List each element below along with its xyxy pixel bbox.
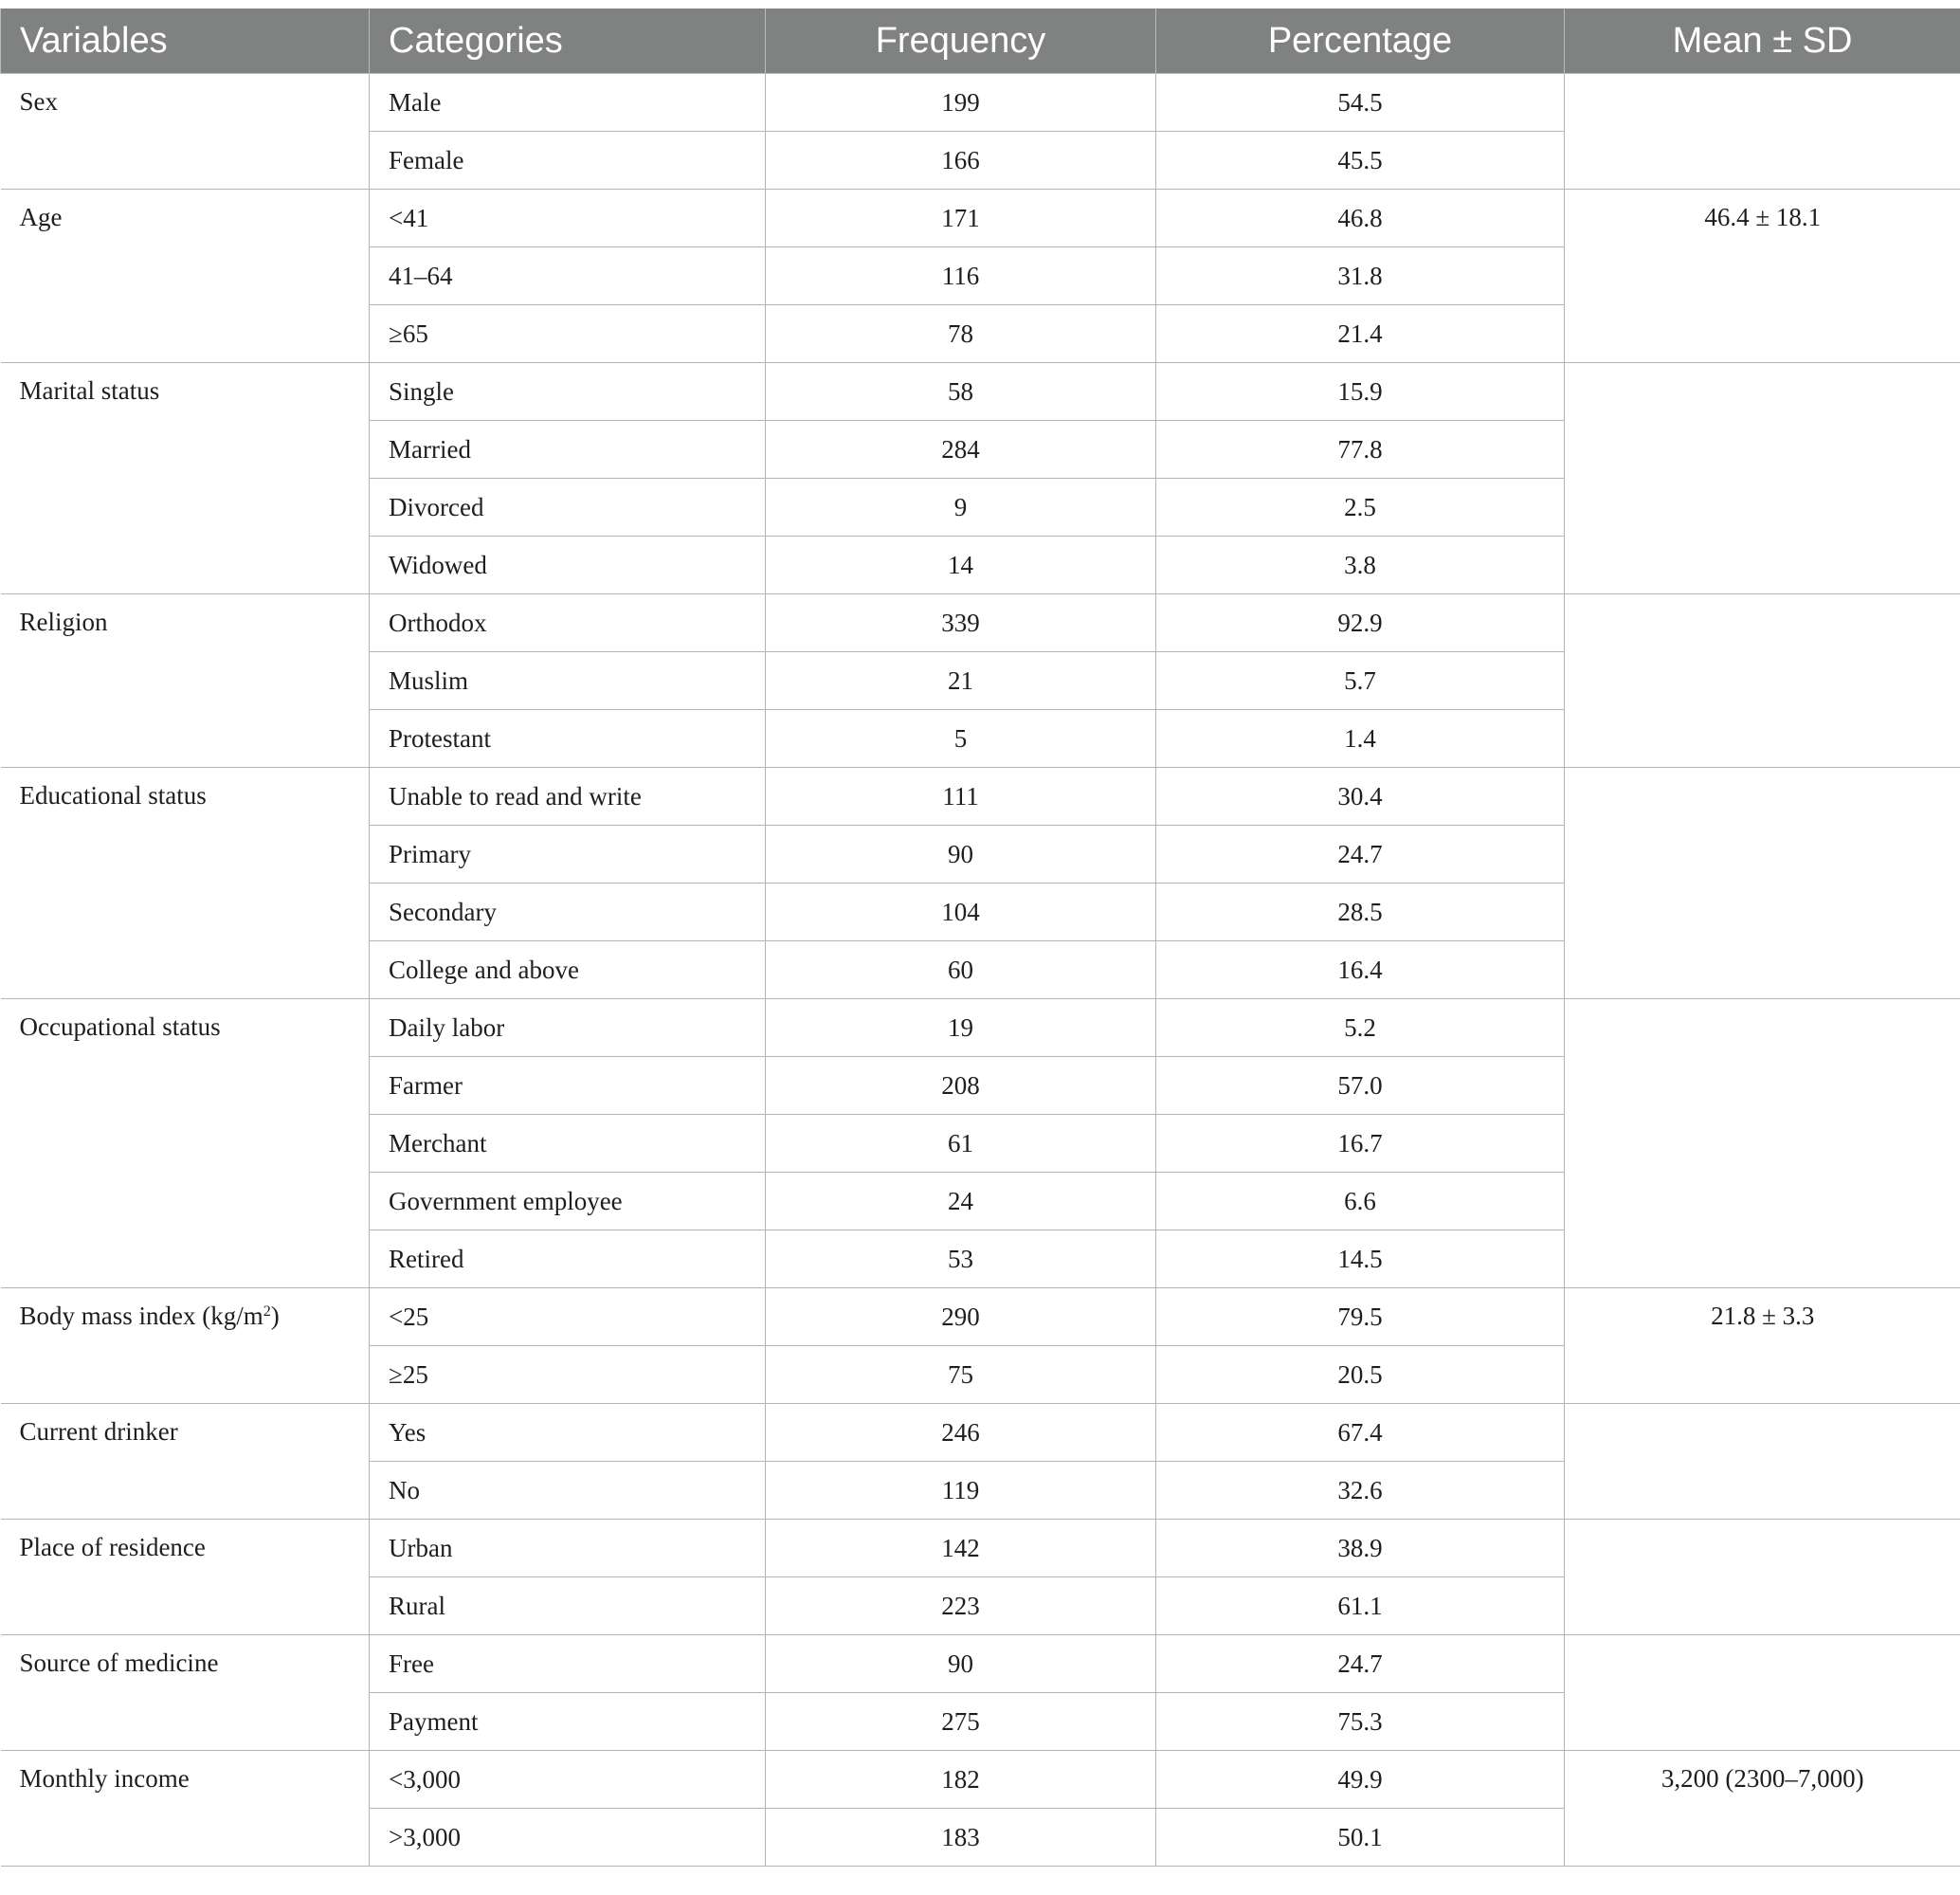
category-cell: >3,000 xyxy=(370,1809,766,1867)
category-cell: Single xyxy=(370,363,766,421)
variable-cell xyxy=(1,1520,370,1635)
percentage-cell: 45.5 xyxy=(1156,132,1565,190)
frequency-cell: 90 xyxy=(766,1635,1156,1693)
variable-label: Place of residence xyxy=(19,1533,206,1561)
percentage-cell: 28.5 xyxy=(1156,884,1565,941)
variable-label: Occupational status xyxy=(19,1012,221,1041)
mean-sd-cell: 3,200 (2300–7,000) xyxy=(1565,1751,1960,1867)
percentage-cell: 16.7 xyxy=(1156,1115,1565,1173)
category-cell: Payment xyxy=(370,1693,766,1751)
category-cell: Retired xyxy=(370,1230,766,1288)
frequency-cell: 75 xyxy=(766,1346,1156,1404)
variable-label: Sex xyxy=(19,87,58,116)
percentage-cell: 14.5 xyxy=(1156,1230,1565,1288)
category-cell: College and above xyxy=(370,941,766,999)
table-row xyxy=(1,190,1960,247)
percentage-cell: 24.7 xyxy=(1156,1635,1565,1693)
mean-sd-cell xyxy=(1565,1404,1960,1520)
percentage-cell: 5.2 xyxy=(1156,999,1565,1057)
mean-sd-cell xyxy=(1565,1635,1960,1751)
table-row xyxy=(1,363,1960,421)
frequency-cell: 5 xyxy=(766,710,1156,768)
header-frequency: Frequency xyxy=(766,9,1156,74)
mean-sd-cell xyxy=(1565,768,1960,999)
percentage-cell: 75.3 xyxy=(1156,1693,1565,1751)
category-cell: Secondary xyxy=(370,884,766,941)
category-cell: Urban xyxy=(370,1520,766,1577)
category-cell: Orthodox xyxy=(370,594,766,652)
table-row xyxy=(1,1404,1960,1462)
percentage-cell: 49.9 xyxy=(1156,1751,1565,1809)
frequency-cell: 111 xyxy=(766,768,1156,826)
frequency-cell: 199 xyxy=(766,74,1156,132)
table-body xyxy=(1,74,1960,1867)
variable-label: Body mass index (kg/m xyxy=(19,1302,263,1330)
percentage-cell: 1.4 xyxy=(1156,710,1565,768)
mean-sd-cell: 21.8 ± 3.3 xyxy=(1565,1288,1960,1404)
category-cell: Muslim xyxy=(370,652,766,710)
table-row xyxy=(1,999,1960,1057)
category-cell: Divorced xyxy=(370,479,766,537)
frequency-cell: 290 xyxy=(766,1288,1156,1346)
category-cell: Farmer xyxy=(370,1057,766,1115)
category-cell: Primary xyxy=(370,826,766,884)
mean-sd-cell xyxy=(1565,999,1960,1288)
category-cell: ≥65 xyxy=(370,305,766,363)
frequency-cell: 21 xyxy=(766,652,1156,710)
category-cell: <3,000 xyxy=(370,1751,766,1809)
variable-cell xyxy=(1,74,370,190)
category-cell: 41–64 xyxy=(370,247,766,305)
frequency-cell: 53 xyxy=(766,1230,1156,1288)
percentage-cell: 31.8 xyxy=(1156,247,1565,305)
header-variables: Variables xyxy=(1,9,370,74)
table-row xyxy=(1,1751,1960,1809)
frequency-cell: 246 xyxy=(766,1404,1156,1462)
percentage-cell: 57.0 xyxy=(1156,1057,1565,1115)
header-percentage: Percentage xyxy=(1156,9,1565,74)
variable-suffix: ) xyxy=(270,1302,280,1330)
variable-label: Age xyxy=(19,203,63,231)
frequency-cell: 171 xyxy=(766,190,1156,247)
header-mean-sd: Mean ± SD xyxy=(1565,9,1960,74)
variable-label: Monthly income xyxy=(19,1764,190,1793)
percentage-cell: 16.4 xyxy=(1156,941,1565,999)
variable-cell xyxy=(1,1288,370,1404)
variable-label: Marital status xyxy=(19,376,160,405)
category-cell: Yes xyxy=(370,1404,766,1462)
category-cell: Male xyxy=(370,74,766,132)
frequency-cell: 104 xyxy=(766,884,1156,941)
variable-label: Source of medicine xyxy=(19,1649,219,1677)
mean-sd-cell xyxy=(1565,594,1960,768)
percentage-cell: 54.5 xyxy=(1156,74,1565,132)
table-row xyxy=(1,74,1960,132)
percentage-cell: 50.1 xyxy=(1156,1809,1565,1867)
percentage-cell: 61.1 xyxy=(1156,1577,1565,1635)
percentage-cell: 38.9 xyxy=(1156,1520,1565,1577)
header-row xyxy=(1,9,1960,74)
frequency-cell: 223 xyxy=(766,1577,1156,1635)
frequency-cell: 284 xyxy=(766,421,1156,479)
frequency-cell: 60 xyxy=(766,941,1156,999)
frequency-cell: 166 xyxy=(766,132,1156,190)
frequency-cell: 58 xyxy=(766,363,1156,421)
table-row xyxy=(1,1635,1960,1693)
variable-superscript: 2 xyxy=(263,1303,271,1320)
variable-cell xyxy=(1,1404,370,1520)
percentage-cell: 15.9 xyxy=(1156,363,1565,421)
frequency-cell: 78 xyxy=(766,305,1156,363)
table-header xyxy=(1,9,1960,74)
percentage-cell: 77.8 xyxy=(1156,421,1565,479)
header-categories: Categories xyxy=(370,9,766,74)
percentage-cell: 92.9 xyxy=(1156,594,1565,652)
table-row xyxy=(1,594,1960,652)
category-cell: Government employee xyxy=(370,1173,766,1230)
variable-cell xyxy=(1,190,370,363)
characteristics-table xyxy=(0,9,1960,1867)
variable-label: Religion xyxy=(19,608,108,636)
variable-label: Educational status xyxy=(19,781,207,810)
category-cell: Free xyxy=(370,1635,766,1693)
percentage-cell: 46.8 xyxy=(1156,190,1565,247)
percentage-cell: 6.6 xyxy=(1156,1173,1565,1230)
frequency-cell: 275 xyxy=(766,1693,1156,1751)
frequency-cell: 208 xyxy=(766,1057,1156,1115)
frequency-cell: 14 xyxy=(766,537,1156,594)
percentage-cell: 5.7 xyxy=(1156,652,1565,710)
category-cell: ≥25 xyxy=(370,1346,766,1404)
frequency-cell: 339 xyxy=(766,594,1156,652)
frequency-cell: 142 xyxy=(766,1520,1156,1577)
table-row xyxy=(1,1520,1960,1577)
mean-sd-cell xyxy=(1565,74,1960,190)
category-cell: Daily labor xyxy=(370,999,766,1057)
percentage-cell: 20.5 xyxy=(1156,1346,1565,1404)
variable-cell xyxy=(1,363,370,594)
mean-sd-cell: 46.4 ± 18.1 xyxy=(1565,190,1960,363)
percentage-cell: 30.4 xyxy=(1156,768,1565,826)
category-cell: No xyxy=(370,1462,766,1520)
percentage-cell: 24.7 xyxy=(1156,826,1565,884)
frequency-cell: 19 xyxy=(766,999,1156,1057)
category-cell: Female xyxy=(370,132,766,190)
frequency-cell: 24 xyxy=(766,1173,1156,1230)
category-cell: Protestant xyxy=(370,710,766,768)
mean-sd-cell xyxy=(1565,1520,1960,1635)
frequency-cell: 182 xyxy=(766,1751,1156,1809)
mean-sd-cell xyxy=(1565,363,1960,594)
variable-label: Current drinker xyxy=(19,1417,178,1446)
percentage-cell: 67.4 xyxy=(1156,1404,1565,1462)
frequency-cell: 90 xyxy=(766,826,1156,884)
table-row xyxy=(1,768,1960,826)
category-cell: <25 xyxy=(370,1288,766,1346)
frequency-cell: 119 xyxy=(766,1462,1156,1520)
category-cell: Rural xyxy=(370,1577,766,1635)
percentage-cell: 3.8 xyxy=(1156,537,1565,594)
category-cell: <41 xyxy=(370,190,766,247)
variable-cell xyxy=(1,1751,370,1867)
percentage-cell: 79.5 xyxy=(1156,1288,1565,1346)
category-cell: Widowed xyxy=(370,537,766,594)
category-cell: Merchant xyxy=(370,1115,766,1173)
percentage-cell: 21.4 xyxy=(1156,305,1565,363)
frequency-cell: 61 xyxy=(766,1115,1156,1173)
variable-cell xyxy=(1,594,370,768)
category-cell: Unable to read and write xyxy=(370,768,766,826)
percentage-cell: 32.6 xyxy=(1156,1462,1565,1520)
frequency-cell: 183 xyxy=(766,1809,1156,1867)
category-cell: Married xyxy=(370,421,766,479)
variable-cell xyxy=(1,768,370,999)
variable-cell xyxy=(1,999,370,1288)
variable-cell xyxy=(1,1635,370,1751)
table-row xyxy=(1,1288,1960,1346)
frequency-cell: 116 xyxy=(766,247,1156,305)
percentage-cell: 2.5 xyxy=(1156,479,1565,537)
frequency-cell: 9 xyxy=(766,479,1156,537)
